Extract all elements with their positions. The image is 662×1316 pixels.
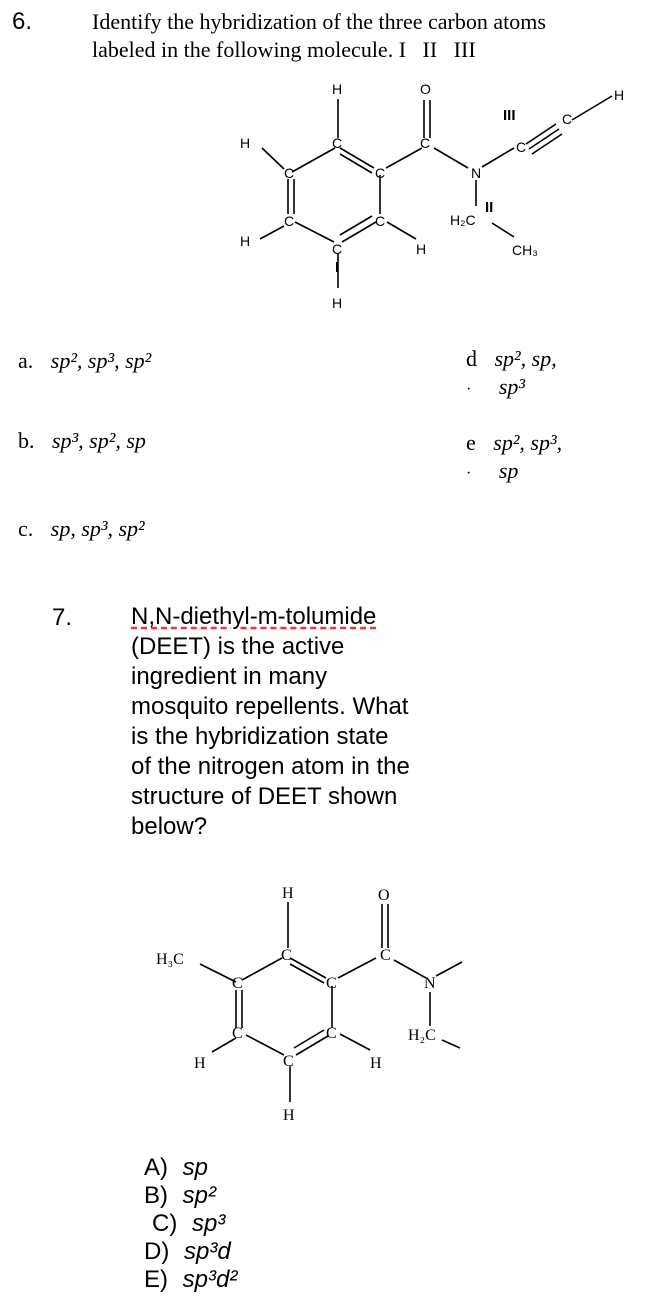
choice-d[interactable] bbox=[466, 346, 557, 400]
choice-d-line-1: sp², sp, bbox=[494, 346, 557, 371]
choice-d-letter: d bbox=[466, 346, 477, 371]
question-7-text bbox=[131, 602, 471, 842]
deet-molecule bbox=[150, 880, 490, 1140]
answer-a[interactable] bbox=[144, 1155, 208, 1181]
answer-c-letter: C) bbox=[152, 1210, 178, 1237]
choice-e-line-1: sp², sp³, bbox=[493, 430, 563, 455]
mol6-ch3: CH₃ bbox=[512, 242, 538, 258]
mol6-n: N bbox=[471, 165, 482, 181]
answer-e-letter: E) bbox=[144, 1266, 168, 1293]
mol6-c1: C bbox=[332, 135, 343, 151]
mol6-h-left-top: H bbox=[240, 135, 251, 151]
mol6-c4: C bbox=[284, 213, 295, 229]
mol6-c-alkyne2: C bbox=[562, 111, 573, 127]
deet-o: O bbox=[378, 887, 390, 904]
choice-c-text: sp, sp³, sp² bbox=[50, 516, 145, 541]
mol6-label-ii: II bbox=[485, 199, 494, 216]
choice-b-text: sp³, sp², sp bbox=[52, 428, 146, 453]
mol6-h-bottom: H bbox=[332, 295, 343, 311]
question-6-line-1: Identify the hybridization of the three carbon atoms bbox=[92, 9, 546, 34]
answer-b-text: sp² bbox=[182, 1182, 217, 1209]
mol6-c2: C bbox=[284, 165, 295, 181]
mol6-h-alkyne: H bbox=[614, 87, 625, 103]
deet-h-top: H bbox=[282, 885, 294, 902]
question-7-line-5: of the nitrogen atom in the bbox=[131, 753, 410, 780]
mol6-h-right: H bbox=[416, 241, 427, 257]
choice-e-line-2: sp bbox=[498, 458, 519, 483]
answer-d-text: sp³d bbox=[184, 1238, 231, 1265]
question-6-number: 6. bbox=[12, 8, 33, 35]
answer-e[interactable] bbox=[144, 1267, 237, 1293]
mol6-c-carbonyl: C bbox=[420, 135, 431, 151]
mol6-c5: C bbox=[375, 213, 386, 229]
mol6-label-i: I bbox=[335, 259, 340, 276]
choice-b[interactable] bbox=[18, 428, 146, 454]
deet-c3: C bbox=[326, 975, 337, 992]
choice-d-dot: · bbox=[466, 381, 472, 398]
answer-d-letter: D) bbox=[144, 1238, 170, 1265]
deet-h-left: H bbox=[194, 1055, 206, 1072]
question-7-line-4: is the hybridization state bbox=[131, 723, 389, 750]
mol6-h-top: H bbox=[332, 81, 343, 97]
choice-e[interactable] bbox=[466, 430, 562, 484]
answer-a-letter: A) bbox=[144, 1154, 168, 1181]
choice-c-letter: c. bbox=[18, 516, 34, 541]
deet-c4: C bbox=[232, 1025, 243, 1042]
mol6-h2c: H₂C bbox=[450, 212, 476, 228]
deet-n: N bbox=[424, 975, 436, 992]
deet-c1: C bbox=[281, 947, 292, 964]
question-7-line-7: below? bbox=[131, 813, 208, 840]
choice-a-text: sp², sp³, sp² bbox=[50, 348, 152, 373]
mol6-o: O bbox=[420, 81, 431, 97]
choice-a[interactable] bbox=[18, 348, 151, 374]
choice-e-letter: e bbox=[466, 430, 476, 455]
answer-e-text: sp³d² bbox=[182, 1266, 238, 1293]
answer-c[interactable] bbox=[152, 1211, 225, 1237]
mol6-h-left-bottom: H bbox=[240, 233, 251, 249]
answer-d[interactable] bbox=[144, 1239, 231, 1265]
question-6-molecule bbox=[200, 72, 640, 322]
deet-c6: C bbox=[283, 1053, 294, 1070]
question-7-line-1: (DEET) is the active bbox=[131, 633, 345, 660]
mol6-c6: C bbox=[332, 241, 343, 257]
choice-d-line-2: sp³ bbox=[498, 374, 525, 399]
question-7-line-2: ingredient in many bbox=[131, 663, 328, 690]
question-7-line-3: mosquito repellents. What bbox=[131, 693, 409, 720]
answer-c-text: sp³ bbox=[192, 1210, 226, 1237]
deet-c-carbonyl: C bbox=[380, 947, 391, 964]
choice-e-dot: · bbox=[466, 465, 472, 482]
mol6-c-alkyne1: C bbox=[516, 139, 527, 155]
question-7-number: 7. bbox=[52, 604, 73, 631]
choice-b-letter: b. bbox=[18, 428, 35, 453]
deet-c2: C bbox=[232, 975, 243, 992]
deet-term: N,N-diethyl-m-tolumide bbox=[131, 603, 377, 630]
mol6-c3: C bbox=[375, 165, 386, 181]
choice-c[interactable] bbox=[18, 516, 145, 542]
answer-a-text: sp bbox=[182, 1154, 209, 1181]
deet-h3c: H₃C bbox=[156, 951, 184, 968]
question-7-line-6: structure of DEET shown bbox=[131, 783, 398, 810]
deet-c5: C bbox=[326, 1025, 337, 1042]
answer-b[interactable] bbox=[144, 1183, 216, 1209]
question-6-line-2: labeled in the following molecule. I II III bbox=[92, 37, 476, 62]
answer-b-letter: B) bbox=[144, 1182, 168, 1209]
choice-a-letter: a. bbox=[18, 348, 34, 373]
question-6-text bbox=[92, 8, 652, 64]
deet-h-bottom: H bbox=[283, 1107, 295, 1124]
mol6-label-iii: III bbox=[503, 107, 516, 124]
deet-h-right: H bbox=[370, 1055, 382, 1072]
deet-h2c: H₂C bbox=[408, 1027, 436, 1044]
